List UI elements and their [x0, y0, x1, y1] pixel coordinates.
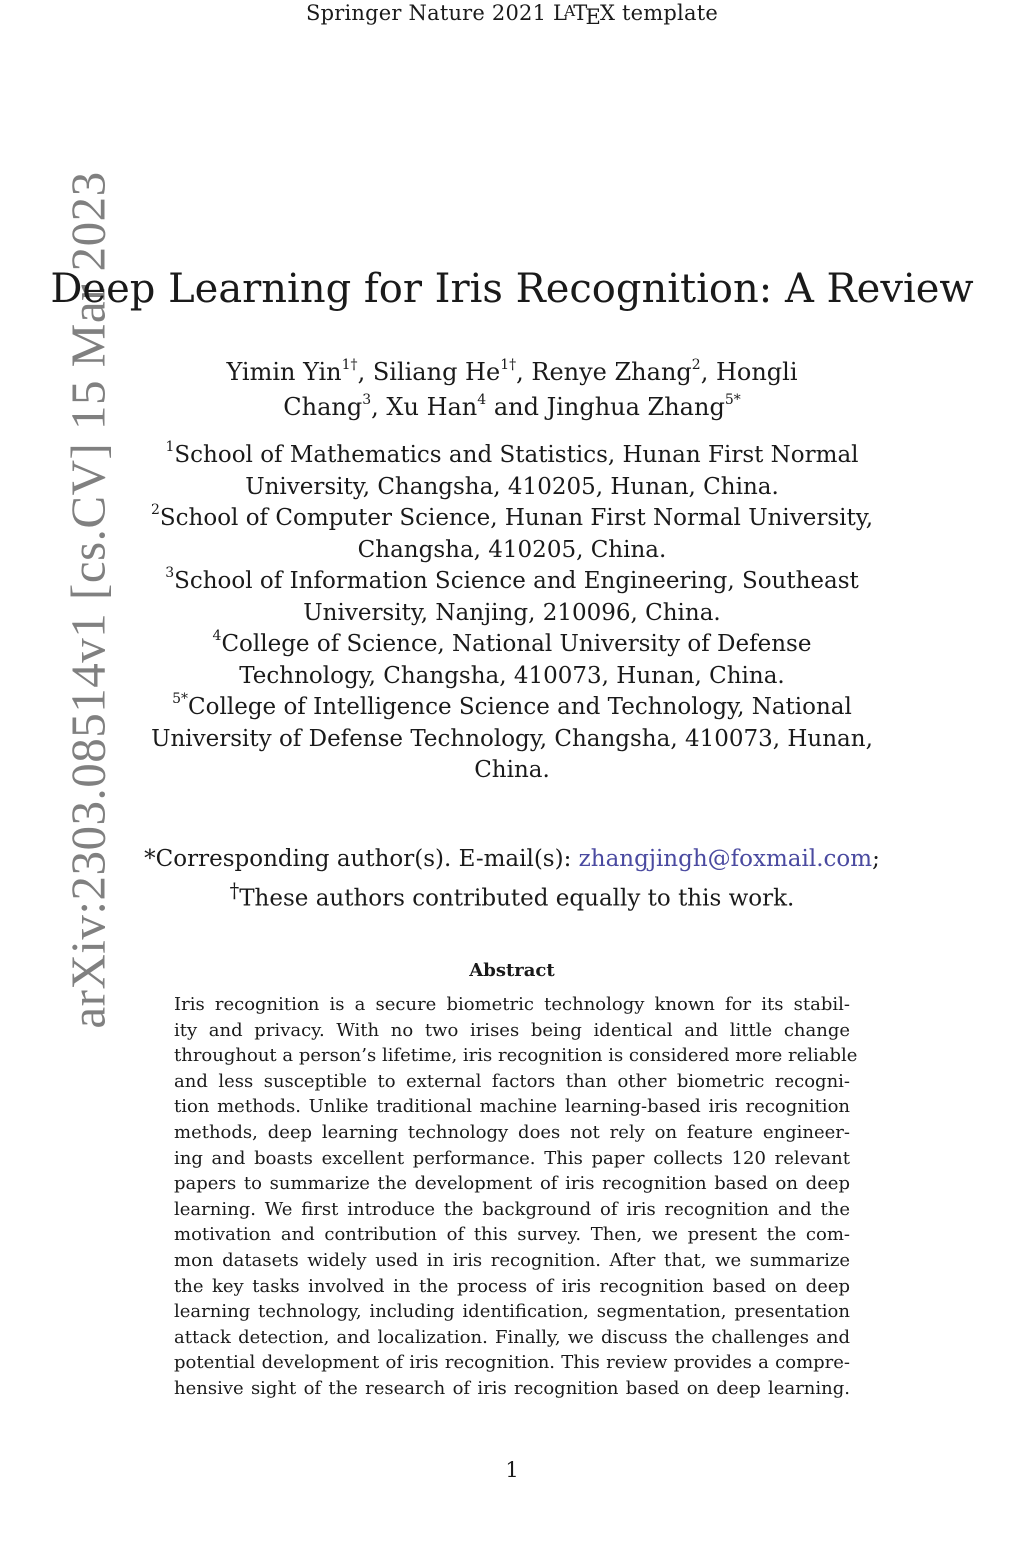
abstract-line: the key tasks involved in the process of iris recognition based on deep: [174, 1275, 850, 1297]
abstract-line: hensive sight of the research of iris recognition based on deep learning.: [174, 1377, 850, 1399]
affiliation-list: [150, 440, 874, 787]
abstract-line: methods, deep learning technology does not rely on feature engineer-: [174, 1121, 850, 1143]
affiliation-text: School of Computer Science, Hunan First Normal University, Changsha, 410205, China.: [159, 505, 874, 563]
affiliation: [150, 503, 874, 566]
abstract-line: ing and boasts excellent performance. This paper collects 120 relevant: [174, 1147, 850, 1169]
author-name: Jinghua Zhang: [546, 393, 725, 421]
affiliation-mark: 1: [165, 439, 175, 456]
author-name: Siliang He: [372, 358, 501, 386]
author-mark: 1†: [341, 357, 358, 373]
author-name: Renye Zhang: [531, 358, 692, 386]
abstract-line: Iris recognition is a secure biometric technology known for its stabil-: [174, 994, 850, 1015]
latex-l: L: [553, 1, 568, 25]
affiliation-text: College of Science, National University of Defense Technology, Changsha, 410073, Hunan, China.: [221, 631, 812, 689]
author-separator: ,: [371, 393, 387, 421]
latex-a: A: [564, 2, 576, 20]
author-mark: 5*: [724, 392, 741, 408]
author-mark: 1†: [500, 357, 517, 373]
author-separator: ,: [700, 358, 716, 386]
correspondence-suffix: ;: [872, 846, 880, 872]
latex-t: T: [573, 1, 588, 25]
author-mark: 4: [477, 392, 487, 408]
header-prefix: Springer Nature 2021: [306, 1, 554, 25]
latex-e: E: [585, 5, 601, 29]
affiliation-mark: 2: [150, 502, 160, 519]
abstract-line: mon datasets widely used in iris recognition. After that, we summarize: [174, 1249, 850, 1271]
author-separator: ,: [357, 358, 373, 386]
affiliation-text: School of Information Science and Engineering, Southeast University, Nanjing, 210096, China.: [174, 568, 859, 626]
latex-logo: [553, 1, 616, 29]
author-mark: 2: [691, 357, 701, 373]
affiliation-text: School of Mathematics and Statistics, Hunan First Normal University, Changsha, 410205, Hunan, China.: [174, 442, 859, 500]
abstract-line: learning technology, including identification, segmentation, presentation: [174, 1301, 850, 1323]
author-mark: 3: [362, 392, 372, 408]
page-number: 1: [505, 1458, 519, 1482]
affiliation: [150, 629, 874, 692]
author-name: Hongli Chang: [283, 358, 798, 421]
abstract-line: motivation and contribution of this survey. Then, we present the com-: [174, 1224, 850, 1246]
email-link[interactable]: zhangjingh@foxmail.com: [578, 846, 873, 872]
equal-contribution-text: These authors contributed equally to this work.: [239, 885, 795, 912]
affiliation: [150, 566, 874, 629]
abstract-line: potential development of iris recognition. This review provides a compre-: [174, 1352, 850, 1374]
equal-contribution-line: [120, 875, 904, 915]
abstract-line: learning. We first introduce the background of iris recognition and the: [174, 1198, 850, 1220]
affiliation-mark: 5*: [172, 691, 189, 708]
arxiv-stamp: arXiv:2303.08514v1 [cs.CV] 15 Mar 2023: [60, 171, 116, 1029]
abstract-line: attack detection, and localization. Finally, we discuss the challenges and: [174, 1326, 850, 1348]
header-suffix: template: [615, 1, 718, 25]
latex-x: X: [600, 1, 616, 25]
abstract-body: [174, 992, 858, 1402]
affiliation-mark: 4: [212, 628, 222, 645]
affiliation-mark: 3: [165, 565, 175, 582]
affiliation: [150, 692, 874, 787]
running-header: [0, 1, 1024, 29]
abstract-line: and less susceptible to external factors than other biometric recogni-: [174, 1070, 850, 1092]
correspondence-note: [120, 843, 904, 915]
author-name: Yimin Yin: [226, 358, 342, 386]
correspondence-prefix: *Corresponding author(s). E-mail(s):: [144, 846, 579, 872]
abstract-line: papers to summarize the development of iris recognition based on deep: [174, 1173, 850, 1195]
author-and: and: [486, 393, 547, 421]
paper-title: Deep Learning for Iris Recognition: A Review: [50, 266, 974, 312]
abstract-line: ity and privacy. With no two irises being identical and little change: [174, 1019, 850, 1041]
corresponding-author-line: [120, 843, 904, 875]
author-name: Xu Han: [386, 393, 478, 421]
abstract-heading: Abstract: [469, 960, 555, 981]
affiliation-text: College of Intelligence Science and Technology, National University of Defense Technology, Changsha, 410073, Hunan, China.: [151, 694, 873, 783]
affiliation: [150, 440, 874, 503]
author-separator: ,: [516, 358, 532, 386]
dagger-mark: †: [229, 879, 240, 902]
abstract-line: throughout a person’s lifetime, iris recognition is considered more reliable: [174, 1045, 858, 1067]
abstract-line: tion methods. Unlike traditional machine learning-based iris recognition: [174, 1096, 850, 1118]
author-list: [180, 355, 844, 425]
